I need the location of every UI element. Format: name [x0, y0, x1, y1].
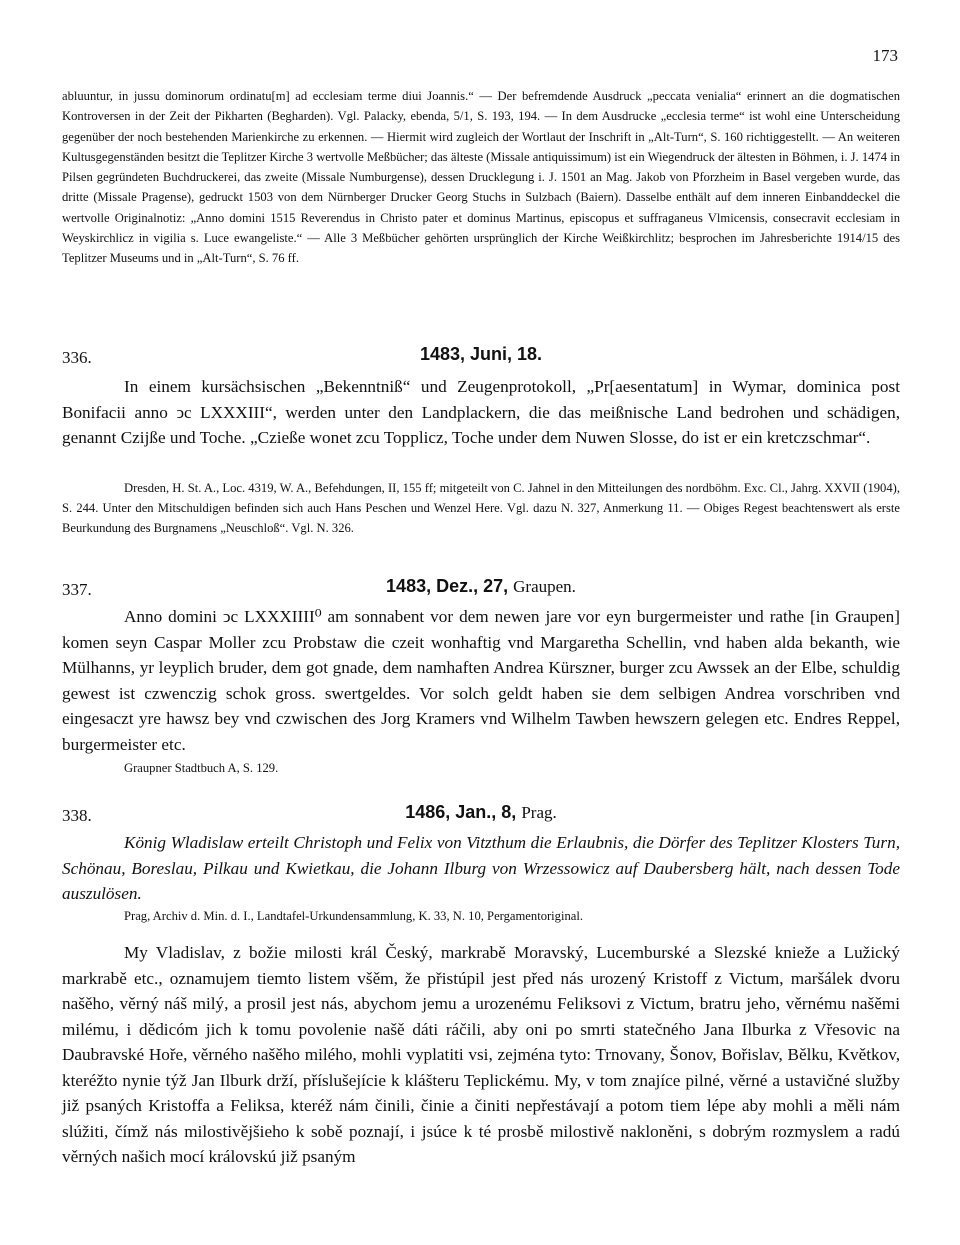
- entry-date: [62, 576, 900, 597]
- source-note: Graupner Stadtbuch A, S. 129.: [124, 761, 279, 775]
- entry-338-summary: [62, 830, 900, 907]
- document-text: Anno domini ↄc LXXXIIII⁰ am sonnabent vor dem newen jare vor eyn burgermeister und rathe [in Graupen] komen seyn Caspar Moller zcu Probstaw die czeit wonhaftig vnd Margaretha Schellin, vnd haben alda bekanth, wie Mülhanns, yr leyplich bruder, dem got gnade, dem namhaften Andrea Kürszner, burger zcu Awssek an der Elbe, schuldig gewest ist czwenczig schok gross. swertgeldes. Vor solch geldt haben sie dem selbigen Andrea vorschriben vnd eingesaczt yre hawsz bey vnd czwischen des Jorg Kramers vnd Wilhelm Tawben hewszern gelegen etc. Endres Reppel, burgermeister etc.: [62, 607, 900, 754]
- source-note: Dresden, H. St. A., Loc. 4319, W. A., Befehdungen, II, 155 ff; mitgeteilt von C. Jahnel in den Mitteilungen des nordböhm. Exc. Cl., Jahrg. XXVII (1904), S. 244. Unter den Mitschuldigen befinden sich auch Hans Peschen und Wenzel Here. Vgl. dazu N. 327, Anmerkung 11. — Obiges Regest beachtenswert als erste Beurkundung des Burgnamens „Neuschloß“. Vgl. N. 326.: [62, 481, 900, 535]
- entry-date-text: 1483, Juni, 18.: [419, 344, 543, 364]
- entry-date-text: 1486, Jan., 8,: [405, 802, 517, 822]
- entry-number: 338.: [62, 806, 92, 825]
- entry-place: Graupen.: [513, 577, 576, 596]
- entry-337-source: [62, 758, 900, 778]
- entry-date: [62, 802, 900, 823]
- entry-place: Prag.: [521, 803, 557, 822]
- source-note: Prag, Archiv d. Min. d. I., Landtafel-Urkundensammlung, K. 33, N. 10, Pergamentoriginal.: [124, 909, 584, 923]
- footnote-continuation: [62, 86, 900, 269]
- regest-summary: In einem kursächsischen „Bekenntniß“ und Zeugenprotokoll, „Pr[aesentatum] in Wymar, dominica post Bonifacii anno ↄc LXXXIII“, werden unter den Landplackern, die das meißnische Land bedrohen und schädigen, genannt Czijße und Toche. „Czieße wonet zcu Topplicz, Toche under dem Nuwen Slosse, do ist er ein kretczschmar“.: [62, 377, 900, 447]
- entry-337-text: [62, 604, 900, 757]
- entry-337-header: [62, 576, 900, 602]
- footnote-text: abluuntur, in jussu dominorum ordinatu[m] ad ecclesiam terme diui Joannis.“ — Der befremdende Ausdruck „peccata venialia“ erinnert an die dogmatischen Kontroversen in der Zeit der Pikharten (Begharden). Vgl. Palacky, ebenda, 5/1, S. 193, 194. — In dem Ausdrucke „ecclesia terme“ ist wohl eine Unterscheidung gegenüber der noch bestehenden Marienkirche zu erkennen. — Hiermit wird zugleich der Wortlaut der Inschrift in „Alt-Turn“, S. 160 richtiggestellt. — An weiteren Kultusgegenständen besitzt die Teplitzer Kirche 3 wertvolle Meßbücher; das älteste (Missale antiquissimum) ist ein Wiegendruck der ältesten in Böhmen, i. J. 1474 in Pilsen gegründeten Buchdruckerei, das zweite (Missale Numburgense), dessen Drucklegung i. J. 1501 an Mag. Jakob von Pforzheim in Basel vergeben wurde, das dritte (Missale Pragense), gedruckt 1503 von dem Nürnberger Drucker Georg Stuchs in Sulzbach (Baiern). Dasselbe enthält auf dem inneren Einbanddeckel die wertvolle Originalnotiz: „Anno domini 1515 Reverendus in Christo pater et dominus Martinus, episcopus et suffraganeus Vlmicensis, consecravit ecclesiam in Weyskirchlicz in vigilia s. Luce ewangeliste.“ — Alle 3 Meßbücher gehörten ursprünglich der Kirche Weißkirchlitz; besprochen im Jahresberichte 1914/15 des Teplitzer Museums und in „Alt-Turn“, S. 76 ff.: [62, 89, 900, 266]
- entry-336-source: [62, 478, 900, 538]
- entry-number: 336.: [62, 348, 92, 367]
- regest-summary: König Wladislaw erteilt Christoph und Felix von Vitzthum die Erlaubnis, die Dörfer des Teplitzer Klosters Turn, Schönau, Boreslau, Pilkau und Kwietkau, die Johann Ilburg von Wrzessowicz auf Daubersberg hält, nach dessen Tode auszulösen.: [62, 833, 900, 903]
- entry-336-header: [62, 344, 900, 370]
- entry-336-summary: [62, 374, 900, 451]
- entry-date: [62, 344, 900, 365]
- document-text: My Vladislav, z božie milosti král Český, markrabě Moravský, Lucemburské a Slezské knieže a Lužický markrabě etc., oznamujem tiemto listem všěm, že přistúpil jest před nás urozený Kristoff z Victum, maršálek dvoru našěho, věrný náš milý, a prosil jest nás, abychom jemu a urozenému Feliksovi z Victum, bratru jeho, věrnému našěmi milému, i dědicóm jich k tomu povolenie našě dáti ráčili, aby oni po smrti statečného Jana Ilburka z Vřesovic na Daubravské Hoře, věrného našěho milého, mohli vyplatiti vsi, zejména tyto: Trnovany, Šonov, Bořislav, Bělku, Květkov, kteréžto nynie týž Jan Ilburk drží, příslušejície k klášteru Teplickému. My, v tom znajíce pilné, věrné a ustavičné služby již psaných Kristoffa a Feliksa, kteréž nám činili, činie a činiti nepřestávají a potom tiem lépe aby mohli a měli nám slúžiti, čímž nás milostivějšieho k sobě poznají, i jsúce k té prosbě milostivě nakloněni, s dobrým rozmyslem a radú věrných našich mocí královskú již psaným: [62, 943, 900, 1166]
- entry-338-text: [62, 940, 900, 1170]
- entry-number: 337.: [62, 580, 92, 599]
- entry-338-header: [62, 802, 900, 828]
- page-number: 173: [872, 46, 898, 65]
- entry-338-source: [62, 906, 900, 926]
- entry-date-text: 1483, Dez., 27,: [386, 576, 509, 596]
